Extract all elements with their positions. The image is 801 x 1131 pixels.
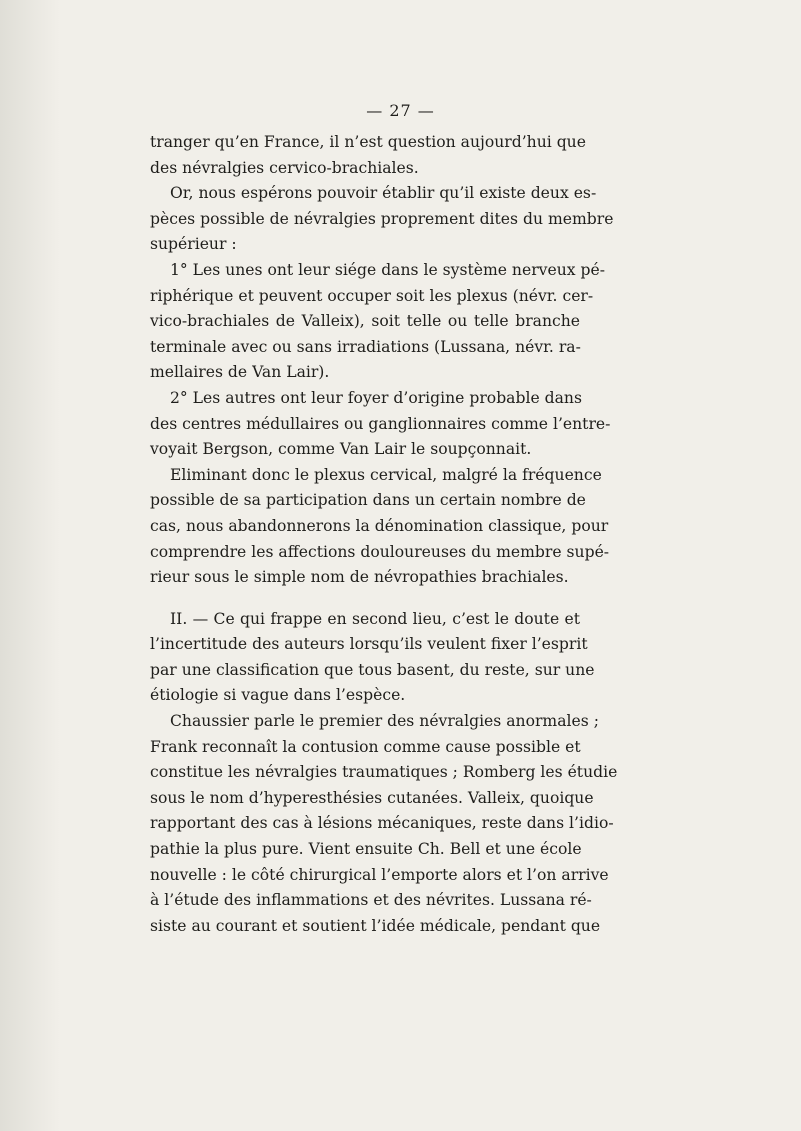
text-line: à l’étude des inflammations et des névrites. Lussana ré- [150, 891, 592, 910]
text-line: Chaussier parle le premier des névralgies anormales ; [170, 712, 599, 731]
page-number: — 27 — [366, 101, 435, 120]
text-line: rapportant des cas à lésions mécaniques, reste dans l’idio- [150, 814, 614, 833]
text-line: Frank reconnaît la contusion comme cause possible et [150, 737, 581, 756]
text-line: des névralgies cervico-brachiales. [150, 158, 419, 177]
text-line: constitue les névralgies traumatiques ; Romberg les étudie [150, 763, 618, 782]
text-line: II. — Ce qui frappe en second lieu, c’est le doute et [170, 609, 580, 628]
text-line: l’incertitude des auteurs lorsqu’ils veulent fixer l’esprit [150, 635, 588, 654]
text-line: cas, nous abandonnerons la dénomination classique, pour [150, 516, 609, 535]
text-line: siste au courant et soutient l’idée médicale, pendant que [150, 916, 601, 935]
text-line: rieur sous le simple nom de névropathies brachiales. [150, 568, 569, 587]
text-line: Eliminant donc le plexus cervical, malgré la fréquence [170, 465, 602, 484]
text-line: supérieur : [150, 235, 237, 254]
body-text [150, 130, 618, 939]
text-line: Or, nous espérons pouvoir établir qu’il existe deux es- [170, 184, 597, 203]
text-line: 1° Les unes ont leur siége dans le système nerveux pé- [170, 260, 605, 279]
text-line: sous le nom d’hyperesthésies cutanées. Valleix, quoique [150, 788, 594, 807]
text-line: par une classification que tous basent, du reste, sur une [150, 660, 595, 679]
text-line: nouvelle : le côté chirurgical l’emporte alors et l’on arrive [150, 865, 609, 884]
text-line: tranger qu’en France, il n’est question aujourd’hui que [150, 133, 586, 151]
text-line: des centres médullaires ou ganglionnaires comme l’entre- [150, 414, 611, 433]
text-line: pèces possible de névralgies proprement dites du membre [150, 209, 614, 228]
text-line: vico-brachiales de Valleix), soit telle ou telle branche [150, 312, 580, 331]
text-line: mellaires de Van Lair). [150, 363, 330, 382]
text-line: voyait Bergson, comme Van Lair le soupçonnait. [150, 440, 532, 459]
text-line: 2° Les autres ont leur foyer d’origine probable dans [170, 388, 582, 407]
text-line: étiologie si vague dans l’espèce. [150, 686, 406, 705]
text-line: pathie la plus pure. Vient ensuite Ch. Bell et une école [150, 840, 582, 859]
page-edge-shadow [0, 0, 60, 1131]
text-line: riphérique et peuvent occuper soit les plexus (névr. cer- [150, 286, 594, 305]
text-line: possible de sa participation dans un certain nombre de [150, 491, 586, 510]
text-line: comprendre les affections douloureuses du membre supé- [150, 542, 610, 561]
text-line: terminale avec ou sans irradiations (Lussana, névr. ra- [150, 337, 581, 356]
paragraph-gap [150, 591, 580, 607]
